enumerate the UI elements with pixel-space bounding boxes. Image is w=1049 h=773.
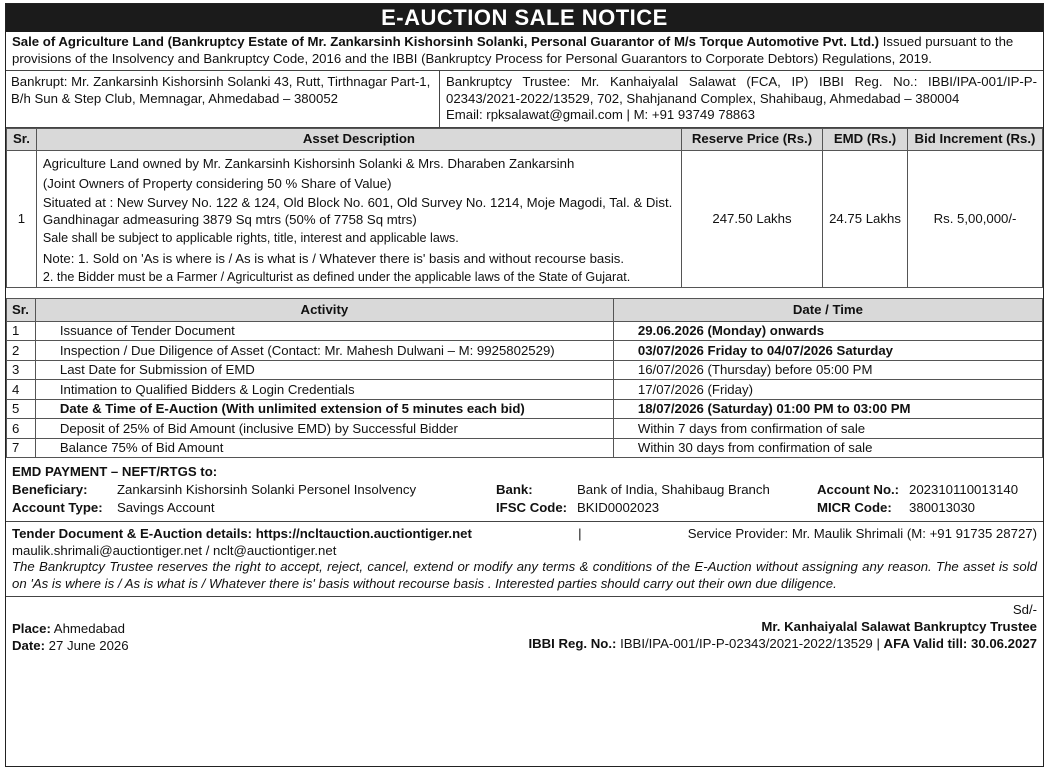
asset-row xyxy=(7,150,1043,287)
activity-date: 16/07/2026 (Thursday) before 05:00 PM xyxy=(613,360,1042,380)
asset-line-note1: Note: 1. Sold on 'As is where is / As is what is / Whatever there is' basis and without recourse basis. xyxy=(42,250,625,266)
activity-name: Inspection / Due Diligence of Asset (Contact: Mr. Mahesh Dulwani – M: 9925802529) xyxy=(35,341,613,361)
activity-sr: 4 xyxy=(7,380,36,400)
bank-label: Bank: xyxy=(496,482,533,498)
tender-line xyxy=(12,526,1037,543)
activity-sr: 5 xyxy=(7,399,36,419)
place-label: Place: xyxy=(12,621,51,637)
bankrupt-details: Bankrupt: Mr. Zankarsinh Kishorsinh Solanki 43, Rutt, Tirthnagar Part-1, B/h Sun & Step Club, Memnagar, Ahmedabad – 380052 xyxy=(6,71,440,127)
activity-date: Within 30 days from confirmation of sale xyxy=(613,438,1042,458)
activity-header-sr: Sr. xyxy=(7,298,36,321)
asset-bid-increment: Rs. 5,00,000/- xyxy=(908,150,1043,287)
asset-header-reserve: Reserve Price (Rs.) xyxy=(682,128,823,150)
date-value: 27 June 2026 xyxy=(48,638,129,654)
trustee-details xyxy=(440,71,1043,127)
activity-date: 03/07/2026 Friday to 04/07/2026 Saturday xyxy=(613,341,1042,361)
place-date-block xyxy=(12,620,129,654)
footer-section xyxy=(6,597,1043,657)
sd-text: Sd/- xyxy=(1012,602,1037,618)
disclaimer-text: The Bankruptcy Trustee reserves the right to accept, reject, cancel, extend or modify any terms & conditions of the E-Auction without assigning any reason. The asset is sold on 'As is where is / As is what is / Whatever there is' basis without recourse basis . Interested parties should carry out their own due diligence. xyxy=(12,559,1037,591)
activity-row xyxy=(7,321,1043,341)
asset-header-emd: EMD (Rs.) xyxy=(823,128,908,150)
activity-row xyxy=(7,399,1043,419)
trustee-text: Bankruptcy Trustee: Mr. Kanhaiyalal Salawat (FCA, IP) IBBI Reg. No.: IBBI/IPA-001/IP-P-02343/2021-2022/13529, 702, Shahjanand Complex, Shahibaug, Ahmedabad – 380004 xyxy=(446,74,1037,106)
parties-section xyxy=(6,71,1043,128)
activity-row xyxy=(7,380,1043,400)
emd-row-2 xyxy=(12,499,1037,517)
asset-header-increment: Bid Increment (Rs.) xyxy=(908,128,1043,150)
asset-line-share: (Joint Owners of Property considering 50 % Share of Value) xyxy=(42,176,392,192)
place-line xyxy=(12,620,129,637)
asset-emd: 24.75 Lakhs xyxy=(823,150,908,287)
asset-reserve-price: 247.50 Lakhs xyxy=(682,150,823,287)
intro-bold-text: Sale of Agriculture Land (Bankruptcy Estate of Mr. Zankarsinh Kishorsinh Solanki, Personal Guarantor of M/s Torque Automotive Pvt. Ltd.) xyxy=(12,34,880,49)
ifsc-label: IFSC Code: xyxy=(496,500,568,516)
tender-emails: maulik.shrimali@auctiontiger.net / nclt@auctiontiger.net xyxy=(12,542,337,558)
activity-table xyxy=(6,298,1043,459)
emd-heading: EMD PAYMENT – NEFT/RTGS to: xyxy=(12,464,218,480)
intro-text: Issued pursuant to the provisions of the Insolvency and Bankruptcy Code, 2016 and the IBBI (Bankruptcy Process for Personal Guarantors to Corporate Debtors) Regulations, 2019. xyxy=(12,34,1014,66)
account-no-label: Account No.: xyxy=(817,482,900,498)
activity-sr: 2 xyxy=(7,341,36,361)
service-provider: Service Provider: Mr. Maulik Shrimali (M: +91 91735 28727) xyxy=(687,526,1037,542)
intro-paragraph xyxy=(6,32,1043,71)
activity-name: Intimation to Qualified Bidders & Login Credentials xyxy=(35,380,613,400)
activity-row xyxy=(7,360,1043,380)
ifsc-value: BKID0002023 xyxy=(577,500,660,516)
tender-separator: | xyxy=(578,526,582,542)
activity-name: Deposit of 25% of Bid Amount (inclusive EMD) by Successful Bidder xyxy=(35,419,613,439)
activity-row xyxy=(7,341,1043,361)
activity-sr: 3 xyxy=(7,360,36,380)
asset-description xyxy=(36,150,681,287)
ibbi-line xyxy=(528,635,1037,652)
emd-row-1 xyxy=(12,481,1037,499)
signatory-name: Mr. Kanhaiyalal Salawat Bankruptcy Trustee xyxy=(761,619,1037,635)
ibbi-label: IBBI Reg. No.: xyxy=(528,636,617,652)
activity-date: 29.06.2026 (Monday) onwards xyxy=(613,321,1042,341)
afa-valid: AFA Valid till: 30.06.2027 xyxy=(883,636,1037,652)
activity-header-date: Date / Time xyxy=(613,298,1042,321)
activity-header-row xyxy=(7,298,1043,321)
trustee-contact: Email: rpksalawat@gmail.com | M: +91 93749 78863 xyxy=(446,107,755,122)
notice-title: E-AUCTION SALE NOTICE xyxy=(6,4,1043,32)
date-label: Date: xyxy=(12,638,45,654)
account-type-label: Account Type: xyxy=(12,500,103,516)
beneficiary-label: Beneficiary: xyxy=(12,482,88,498)
activity-name: Issuance of Tender Document xyxy=(35,321,613,341)
activity-sr: 1 xyxy=(7,321,36,341)
activity-date: 18/07/2026 (Saturday) 01:00 PM to 03:00 PM xyxy=(613,399,1042,419)
activity-sr: 7 xyxy=(7,438,36,458)
activity-date: Within 7 days from confirmation of sale xyxy=(613,419,1042,439)
tender-section xyxy=(6,522,1043,597)
asset-table xyxy=(6,128,1043,288)
activity-sr: 6 xyxy=(7,419,36,439)
ibbi-value: IBBI/IPA-001/IP-P-02343/2021-2022/13529 xyxy=(620,636,873,652)
asset-line-note2: 2. the Bidder must be a Farmer / Agriculturist as defined under the applicable laws of the State of Gujarat. xyxy=(42,269,631,284)
asset-line-owner: Agriculture Land owned by Mr. Zankarsinh Kishorsinh Solanki & Mrs. Dharaben Zankarsinh xyxy=(42,155,575,171)
activity-name: Last Date for Submission of EMD xyxy=(35,360,613,380)
notice-page xyxy=(5,3,1044,767)
activity-row xyxy=(7,438,1043,458)
micr-label: MICR Code: xyxy=(817,500,892,516)
activity-header-activity: Activity xyxy=(35,298,613,321)
activity-row xyxy=(7,419,1043,439)
place-value: Ahmedabad xyxy=(53,621,125,637)
account-type-value: Savings Account xyxy=(117,500,215,516)
asset-header-description: Asset Description xyxy=(36,128,681,150)
signatory-block xyxy=(528,601,1037,652)
afa-separator: | xyxy=(876,636,880,652)
bank-value: Bank of India, Shahibaug Branch xyxy=(577,482,770,498)
account-no-value: 202310110013140 xyxy=(909,482,1019,498)
activity-name: Date & Time of E-Auction (With unlimited extension of 5 minutes each bid) xyxy=(35,399,613,419)
asset-line-subject: Sale shall be subject to applicable rights, title, interest and applicable laws. xyxy=(42,231,459,246)
asset-line-location: Situated at : New Survey No. 122 & 124, Old Block No. 601, Old Survey No. 1214, Moje Magodi, Tal. & Dist. Gandhinagar admeasuring 3879 Sq mtrs (50% of 7758 Sq mtrs) xyxy=(42,195,673,227)
micr-value: 380013030 xyxy=(909,500,976,516)
activity-date: 17/07/2026 (Friday) xyxy=(613,380,1042,400)
asset-header-sr: Sr. xyxy=(7,128,37,150)
emd-payment-section xyxy=(6,458,1043,522)
asset-sr: 1 xyxy=(7,150,37,287)
beneficiary-value: Zankarsinh Kishorsinh Solanki Personel Insolvency xyxy=(117,482,417,498)
asset-header-row xyxy=(7,128,1043,150)
date-line xyxy=(12,637,129,654)
tender-details-link[interactable]: Tender Document & E-Auction details: https://ncltauction.auctiontiger.net xyxy=(12,526,472,542)
activity-name: Balance 75% of Bid Amount xyxy=(35,438,613,458)
